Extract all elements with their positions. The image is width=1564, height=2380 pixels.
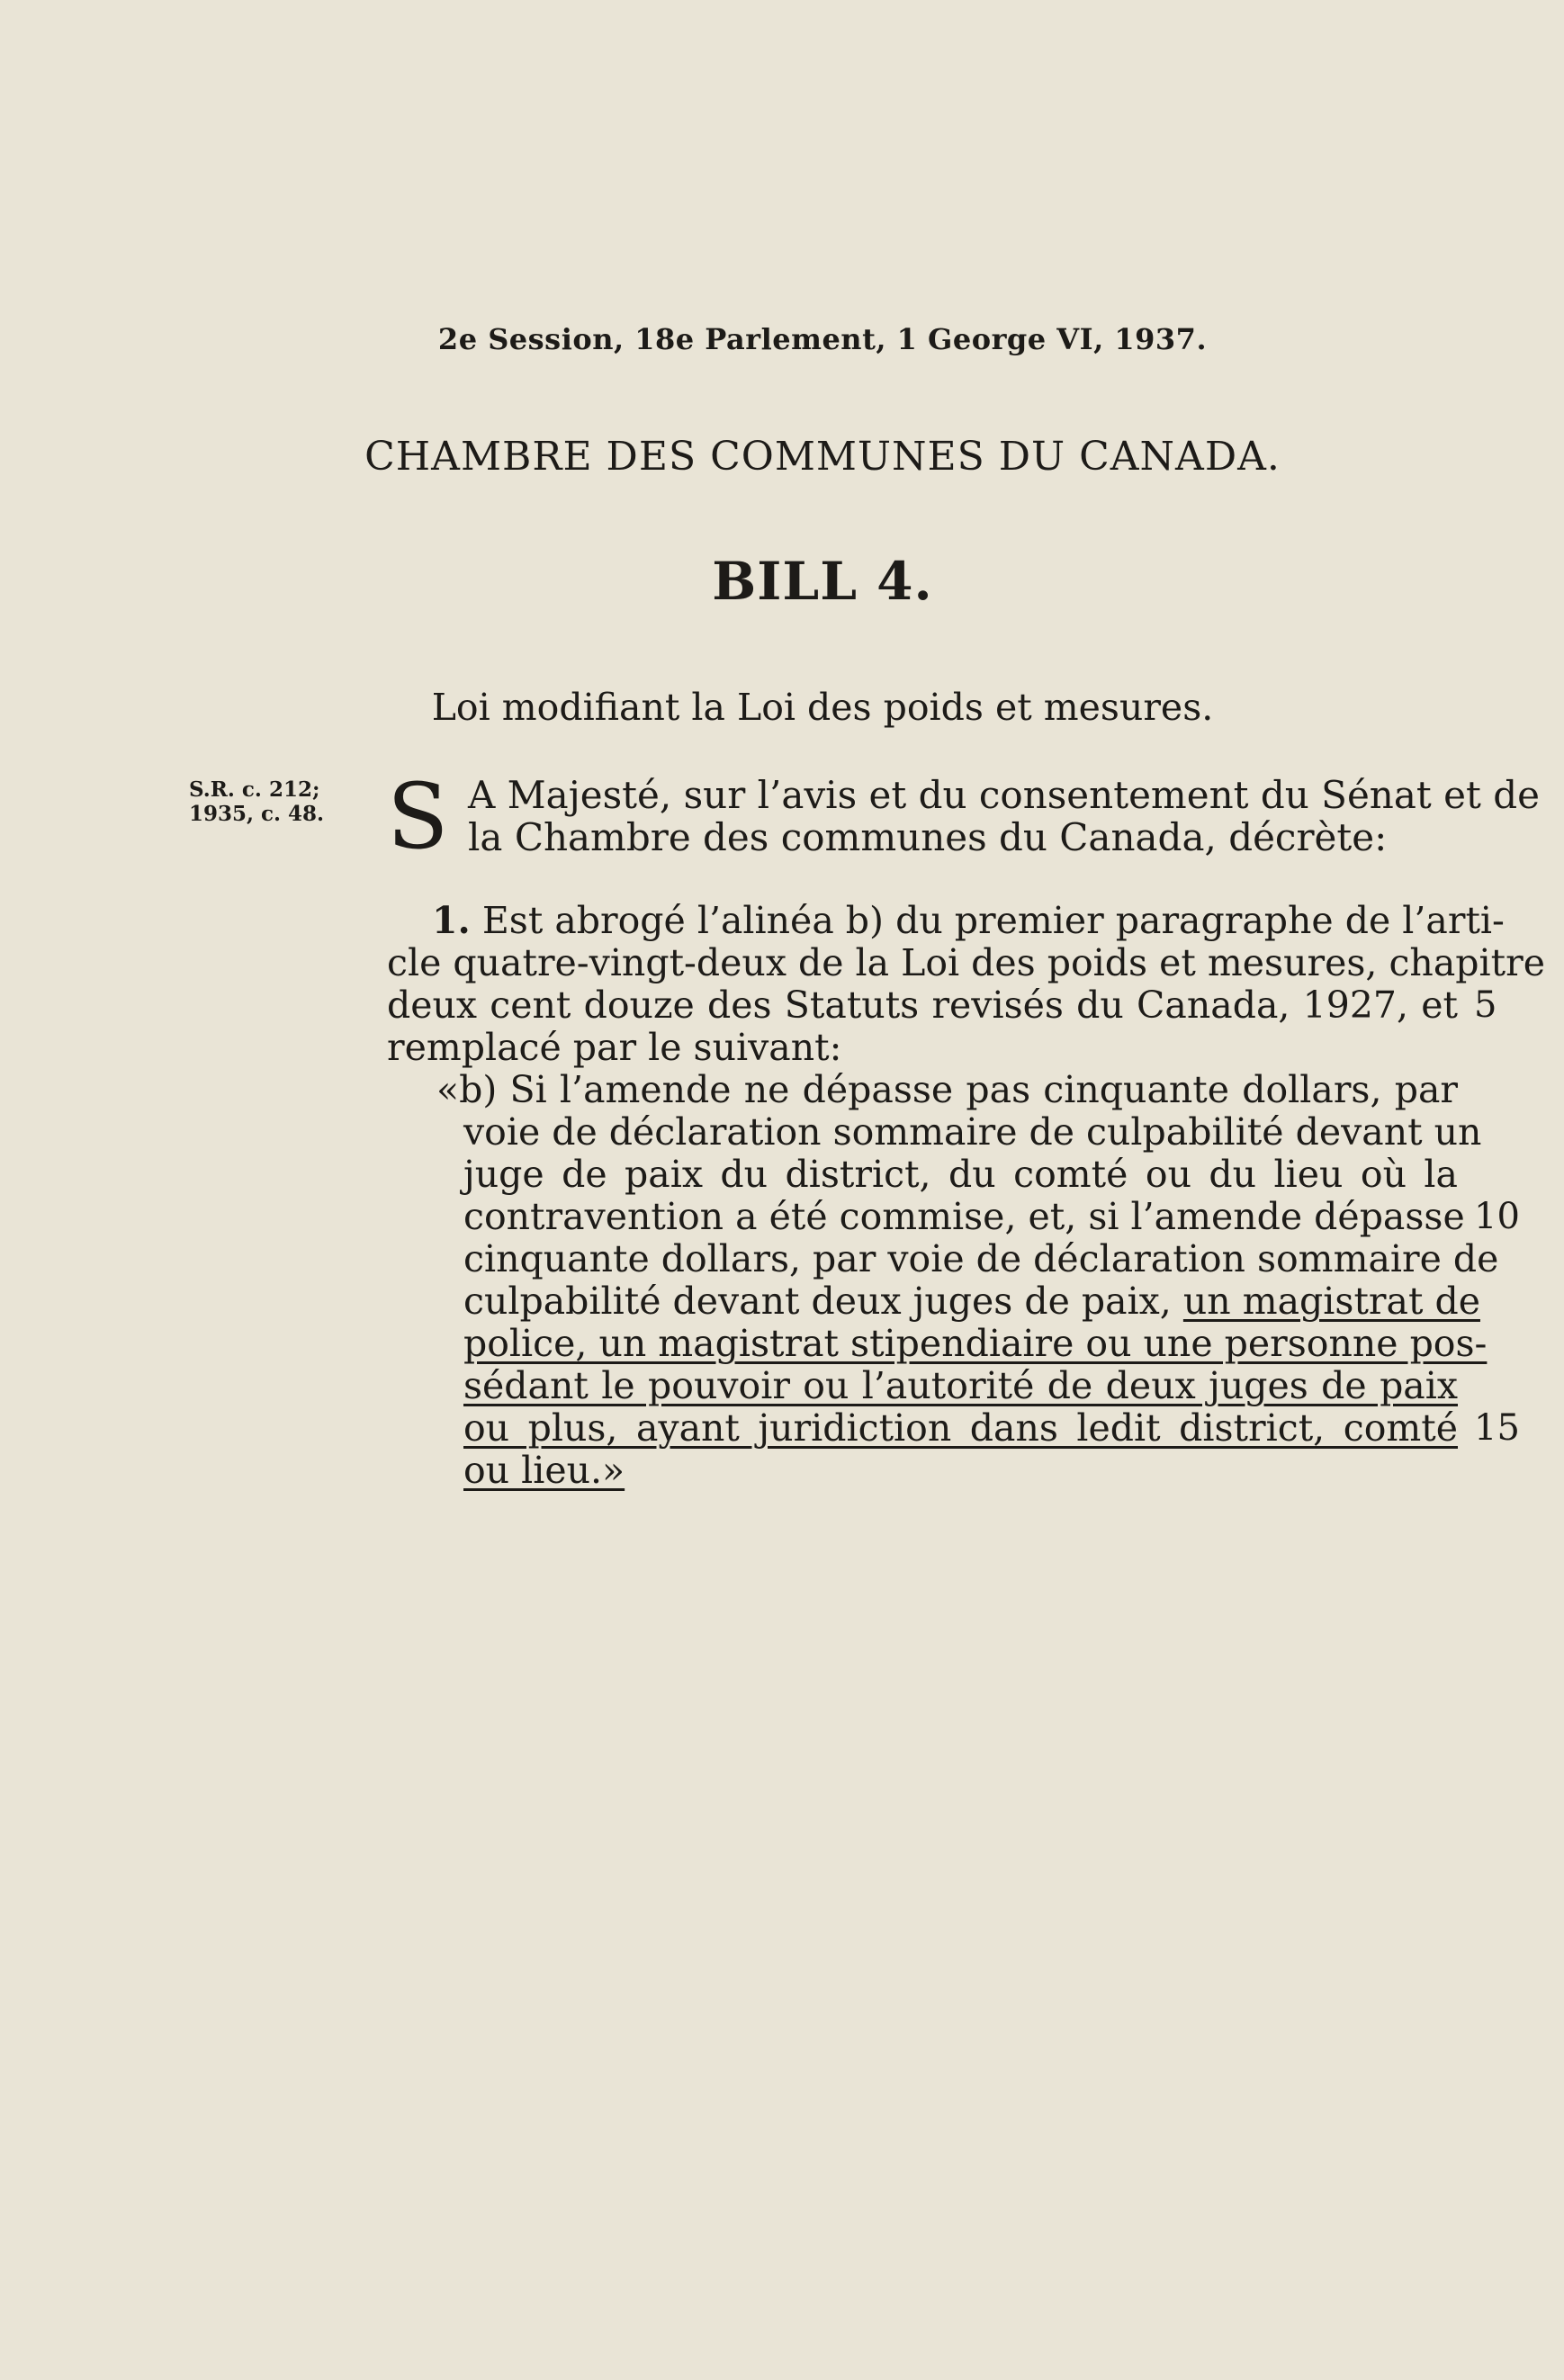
- enacting-line: la Chambre des communes du Canada, décrète:: [468, 815, 1388, 859]
- amended-line: ou plus, ayant juridiction dans ledit district, comté: [463, 1406, 1458, 1450]
- enacting-line: A Majesté, sur l’avis et du consentement du Sénat et de: [468, 773, 1540, 817]
- amended-line: police, un magistrat stipendiaire ou une personne pos-: [463, 1322, 1488, 1365]
- bill-title: BILL 4.: [712, 551, 933, 612]
- line-number: 15: [1474, 1407, 1520, 1449]
- margin-reference: [189, 777, 324, 826]
- section-line: remplacé par le suivant:: [387, 1026, 842, 1069]
- bill-subtitle: Loi modifiant la Loi des poids et mesures.: [431, 686, 1214, 729]
- quote-line: culpabilité devant deux juges de paix, un magistrat de: [463, 1280, 1480, 1323]
- margin-reference-line: S.R. c. 212;: [189, 777, 320, 802]
- chamber-title: CHAMBRE DES COMMUNES DU CANADA.: [364, 434, 1281, 480]
- quote-line: voie de déclaration sommaire de culpabilité devant un: [463, 1110, 1482, 1154]
- amended-line: sédant le pouvoir ou l’autorité de deux juges de paix: [463, 1364, 1458, 1407]
- section-line: 1. Est abrogé l’alinéa b) du premier paragraphe de l’arti-: [432, 899, 1505, 942]
- session-line: 2e Session, 18e Parlement, 1 George VI, 1937.: [437, 322, 1208, 356]
- line-number: 5: [1474, 984, 1497, 1026]
- section-line: deux cent douze des Statuts revisés du Canada, 1927, et: [387, 983, 1458, 1027]
- section-number: 1.: [432, 899, 471, 942]
- quote-line: «b) Si l’amende ne dépasse pas cinquante dollars, par: [436, 1068, 1458, 1111]
- line-number: 10: [1474, 1196, 1520, 1237]
- quote-line: juge de paix du district, du comté ou du lieu où la: [463, 1153, 1458, 1196]
- margin-reference-line: 1935, c. 48.: [189, 802, 325, 826]
- quote-line: cinquante dollars, par voie de déclaration sommaire de: [463, 1237, 1499, 1280]
- quote-line: contravention a été commise, et, si l’amende dépasse: [463, 1195, 1465, 1238]
- amended-line: ou lieu.»: [463, 1449, 625, 1492]
- drop-cap: S: [387, 764, 449, 869]
- enacting-clause: [387, 764, 1540, 869]
- section-line: cle quatre-vingt-deux de la Loi des poids et mesures, chapitre: [387, 941, 1545, 984]
- amended-text: un magistrat de: [1182, 1280, 1480, 1323]
